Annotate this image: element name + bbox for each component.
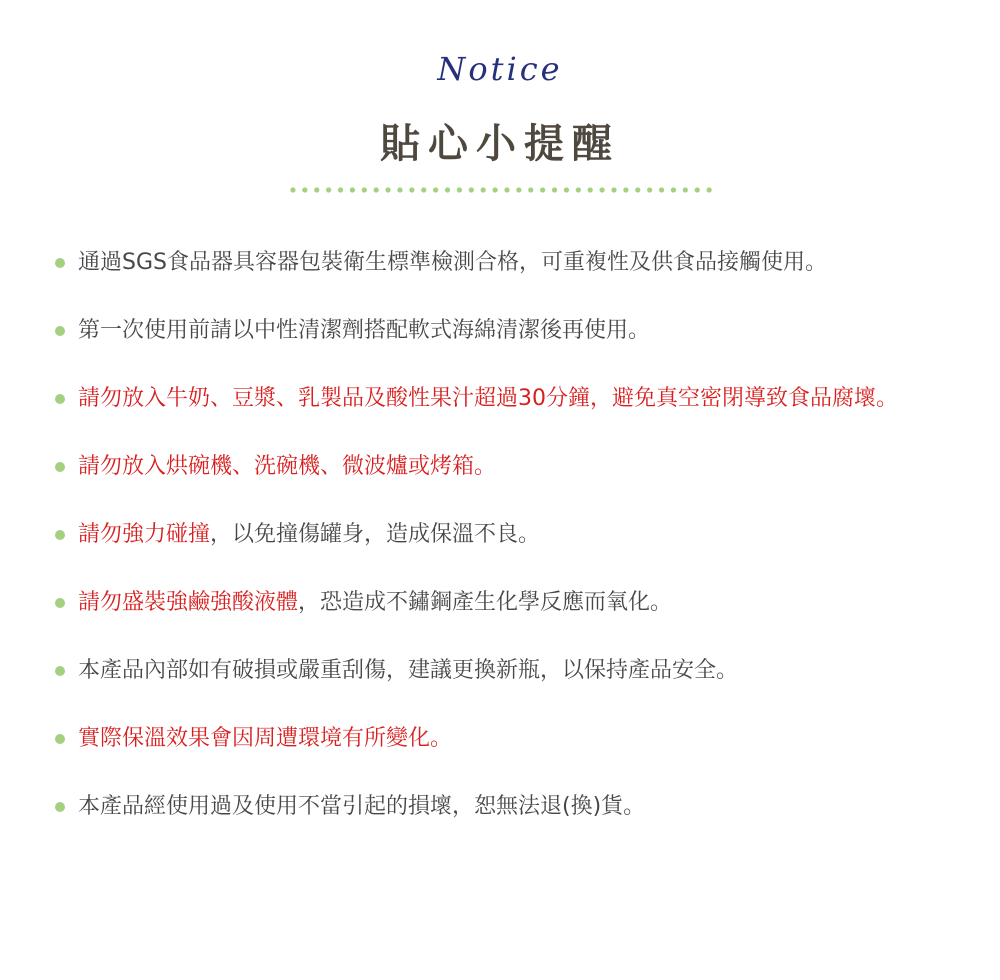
notice-item-warning	[52, 722, 952, 756]
notice-eyebrow: Notice	[437, 50, 563, 88]
notice-item	[52, 790, 952, 824]
bullet-dot-icon	[55, 530, 65, 540]
bullet-dot-icon	[55, 734, 65, 744]
notice-warning-phrase: 請勿強力碰撞	[78, 522, 211, 547]
notice-text: 本產品經使用過及使用不當引起的損壞，恕無法退(換)貨。	[78, 794, 646, 819]
dotted-divider	[287, 187, 713, 193]
notice-text: ，以免撞傷罐身，造成保溫不良。	[210, 522, 541, 547]
notice-warning-phrase: 請勿盛裝強鹼強酸液體	[78, 590, 299, 615]
bullet-dot-icon	[55, 666, 65, 676]
notice-item	[52, 654, 952, 688]
notice-text: 通過SGS食品器具容器包裝衛生標準檢測合格，可重複性及供食品接觸使用。	[78, 250, 827, 275]
bullet-dot-icon	[55, 326, 65, 336]
notice-item	[52, 586, 952, 620]
bullet-dot-icon	[55, 802, 65, 812]
notice-list	[52, 246, 952, 858]
notice-text: 第一次使用前請以中性清潔劑搭配軟式海綿清潔後再使用。	[78, 318, 651, 343]
notice-item	[52, 246, 952, 280]
notice-title: 貼心小提醒	[380, 121, 620, 167]
notice-text: 請勿放入烘碗機、洗碗機、微波爐或烤箱。	[78, 454, 497, 479]
bullet-dot-icon	[55, 598, 65, 608]
bullet-dot-icon	[55, 394, 65, 404]
bullet-dot-icon	[55, 258, 65, 268]
notice-item-warning	[52, 450, 952, 484]
notice-text: ，恐造成不鏽鋼產生化學反應而氧化。	[298, 590, 673, 615]
notice-text: 請勿放入牛奶、豆漿、乳製品及酸性果汁超過30分鐘，避免真空密閉導致食品腐壞。	[78, 386, 898, 411]
notice-text: 實際保溫效果會因周遭環境有所變化。	[78, 726, 453, 751]
bullet-dot-icon	[55, 462, 65, 472]
notice-item	[52, 518, 952, 552]
notice-item-warning	[52, 382, 952, 416]
notice-text: 本產品內部如有破損或嚴重刮傷，建議更換新瓶，以保持產品安全。	[78, 658, 739, 683]
notice-item	[52, 314, 952, 348]
